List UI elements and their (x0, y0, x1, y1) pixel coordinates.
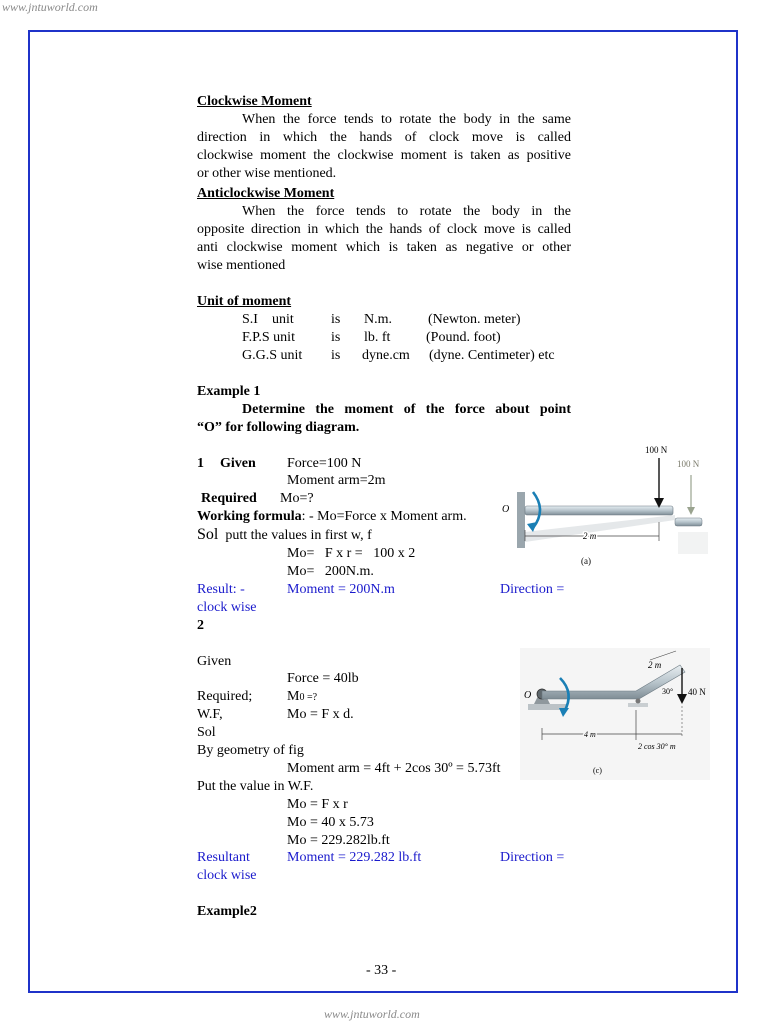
example1-direction-value: clock wise (197, 600, 257, 615)
unit-fps-system: F.P.S unit (242, 330, 295, 345)
example1-result-moment: Moment = 200N.m (287, 582, 395, 597)
clockwise-line4: or other wise mentioned. (197, 166, 337, 181)
unit-fps-name: (Pound. foot) (426, 330, 501, 345)
beam-section (675, 518, 702, 526)
example1-given-label: Given (220, 456, 256, 471)
example2-wf-value: Mo = F x d. (287, 707, 354, 722)
unit-cgs-name: (dyne. Centimeter) etc (429, 348, 555, 363)
unit-si-is: is (331, 312, 341, 327)
example1-force: Force=100 N (287, 456, 362, 471)
unit-fps-unit: lb. ft (364, 330, 391, 345)
point-o-label: O (524, 690, 532, 701)
example2-required-main: M (287, 689, 300, 704)
example1-wf-value: : - Mo=Force x Moment arm. (301, 509, 467, 524)
example1-arm: Moment arm=2m (287, 473, 386, 488)
unit-si-name: (Newton. meter) (428, 312, 521, 327)
example1-required-value: Mo=? (280, 491, 314, 506)
figure-a-caption: (a) (581, 556, 591, 566)
example2-put: Put the value in W.F. (197, 779, 314, 794)
example2-result-moment: Moment = 229.282 lb.ft (287, 850, 422, 865)
example1-direction-label: Direction = (500, 582, 565, 597)
units-heading: Unit of moment (197, 294, 292, 309)
watermark-top: www.jntuworld.com (2, 0, 98, 14)
example1-sol (197, 526, 372, 545)
example2-calc2: Mo = 40 x 5.73 (287, 815, 374, 830)
example1-problem-line1: Determine the moment of the force about point (242, 402, 571, 417)
unit-fps-is: is (331, 330, 341, 345)
dim-label: 2 m (583, 531, 597, 541)
angle-label: 30° (662, 687, 674, 696)
example2-force: Force = 40lb (287, 671, 359, 686)
example1-wf-label: Working formula (197, 509, 302, 524)
unit-si-system: S.I unit (242, 312, 294, 327)
example1-required-label: Required (201, 491, 257, 506)
anticlockwise-line2: opposite direction in which the hands of clock move is called (197, 222, 571, 237)
ground-mid (628, 703, 648, 707)
example1-number: 1 (197, 456, 204, 471)
example2-wf-label: W.F, (197, 707, 223, 722)
anticlockwise-line1: When the force tends to rotate the body in the (242, 204, 571, 219)
example2-calc1: Mo = F x r (287, 797, 348, 812)
example2-sol-label: Sol (197, 725, 216, 740)
example2-result-label: Resultant (197, 850, 250, 865)
clockwise-heading: Clockwise Moment (197, 94, 312, 109)
beam-shadow (525, 515, 675, 542)
force-label: 40 N (688, 687, 706, 697)
len-top-label: 2 m (648, 660, 662, 670)
force-label: 100 N (645, 445, 668, 455)
clockwise-line2: direction in which the hands of clock move is called (197, 130, 571, 145)
page-number: - 33 - (366, 963, 397, 978)
example2-required-sub: 0 =? (299, 692, 318, 703)
example1-calc1: Mo= F x r = 100 x 2 (287, 546, 416, 561)
example2-number: 2 (197, 618, 204, 633)
clockwise-line1: When the force tends to rotate the body in the same (242, 112, 571, 127)
example2-geometry: By geometry of fig (197, 743, 304, 758)
figure-c (520, 648, 710, 780)
example1-working-formula (197, 508, 467, 526)
watermark-bottom: www.jntuworld.com (324, 1007, 420, 1021)
anticlockwise-line3: anti clockwise moment which is taken as negative or other (197, 240, 571, 255)
figure-a (495, 440, 725, 575)
moment-arrowhead (527, 522, 537, 532)
example1-problem-line2: “O” for following diagram. (197, 420, 360, 435)
example2-required-value (287, 688, 317, 707)
unit-cgs-system: G.G.S unit (242, 348, 303, 363)
unit-si-unit: N.m. (364, 312, 392, 327)
dim-bottom-label: 4 m (584, 730, 596, 739)
example3-heading: Example2 (197, 904, 257, 919)
example1-heading: Example 1 (197, 384, 261, 399)
example2-direction-label: Direction = (500, 850, 565, 865)
example2-required-label: Required; (197, 689, 253, 704)
mid-roller (636, 699, 641, 704)
beam (525, 506, 673, 515)
point-o-label: O (502, 504, 510, 515)
anticlockwise-heading: Anticlockwise Moment (197, 186, 335, 201)
example2-direction-value: clock wise (197, 868, 257, 883)
section-shadow (678, 532, 708, 554)
example2-given-label: Given (197, 654, 232, 669)
unit-cgs-unit: dyne.cm (362, 348, 410, 363)
dim-cos-label: 2 cos 30° m (638, 742, 676, 751)
clockwise-line3: clockwise moment the clockwise moment is taken as positive (197, 148, 571, 163)
example1-sol-label: Sol (197, 526, 219, 543)
example1-sol-text: putt the values in first w, f (225, 528, 372, 543)
unit-cgs-is: is (331, 348, 341, 363)
faded-force-label: 100 N (677, 459, 700, 469)
faded-force-arrowhead (687, 507, 695, 515)
example1-calc2: Mo= 200N.m. (287, 564, 374, 579)
figure-c-caption: (c) (593, 766, 602, 775)
example1-result-label: Result: - (197, 582, 245, 597)
example2-arm: Moment arm = 4ft + 2cos 30º = 5.73ft (287, 761, 501, 776)
anticlockwise-line4: wise mentioned (197, 258, 286, 273)
wall-support (517, 492, 525, 548)
example2-calc3: Mo = 229.282lb.ft (287, 833, 390, 848)
